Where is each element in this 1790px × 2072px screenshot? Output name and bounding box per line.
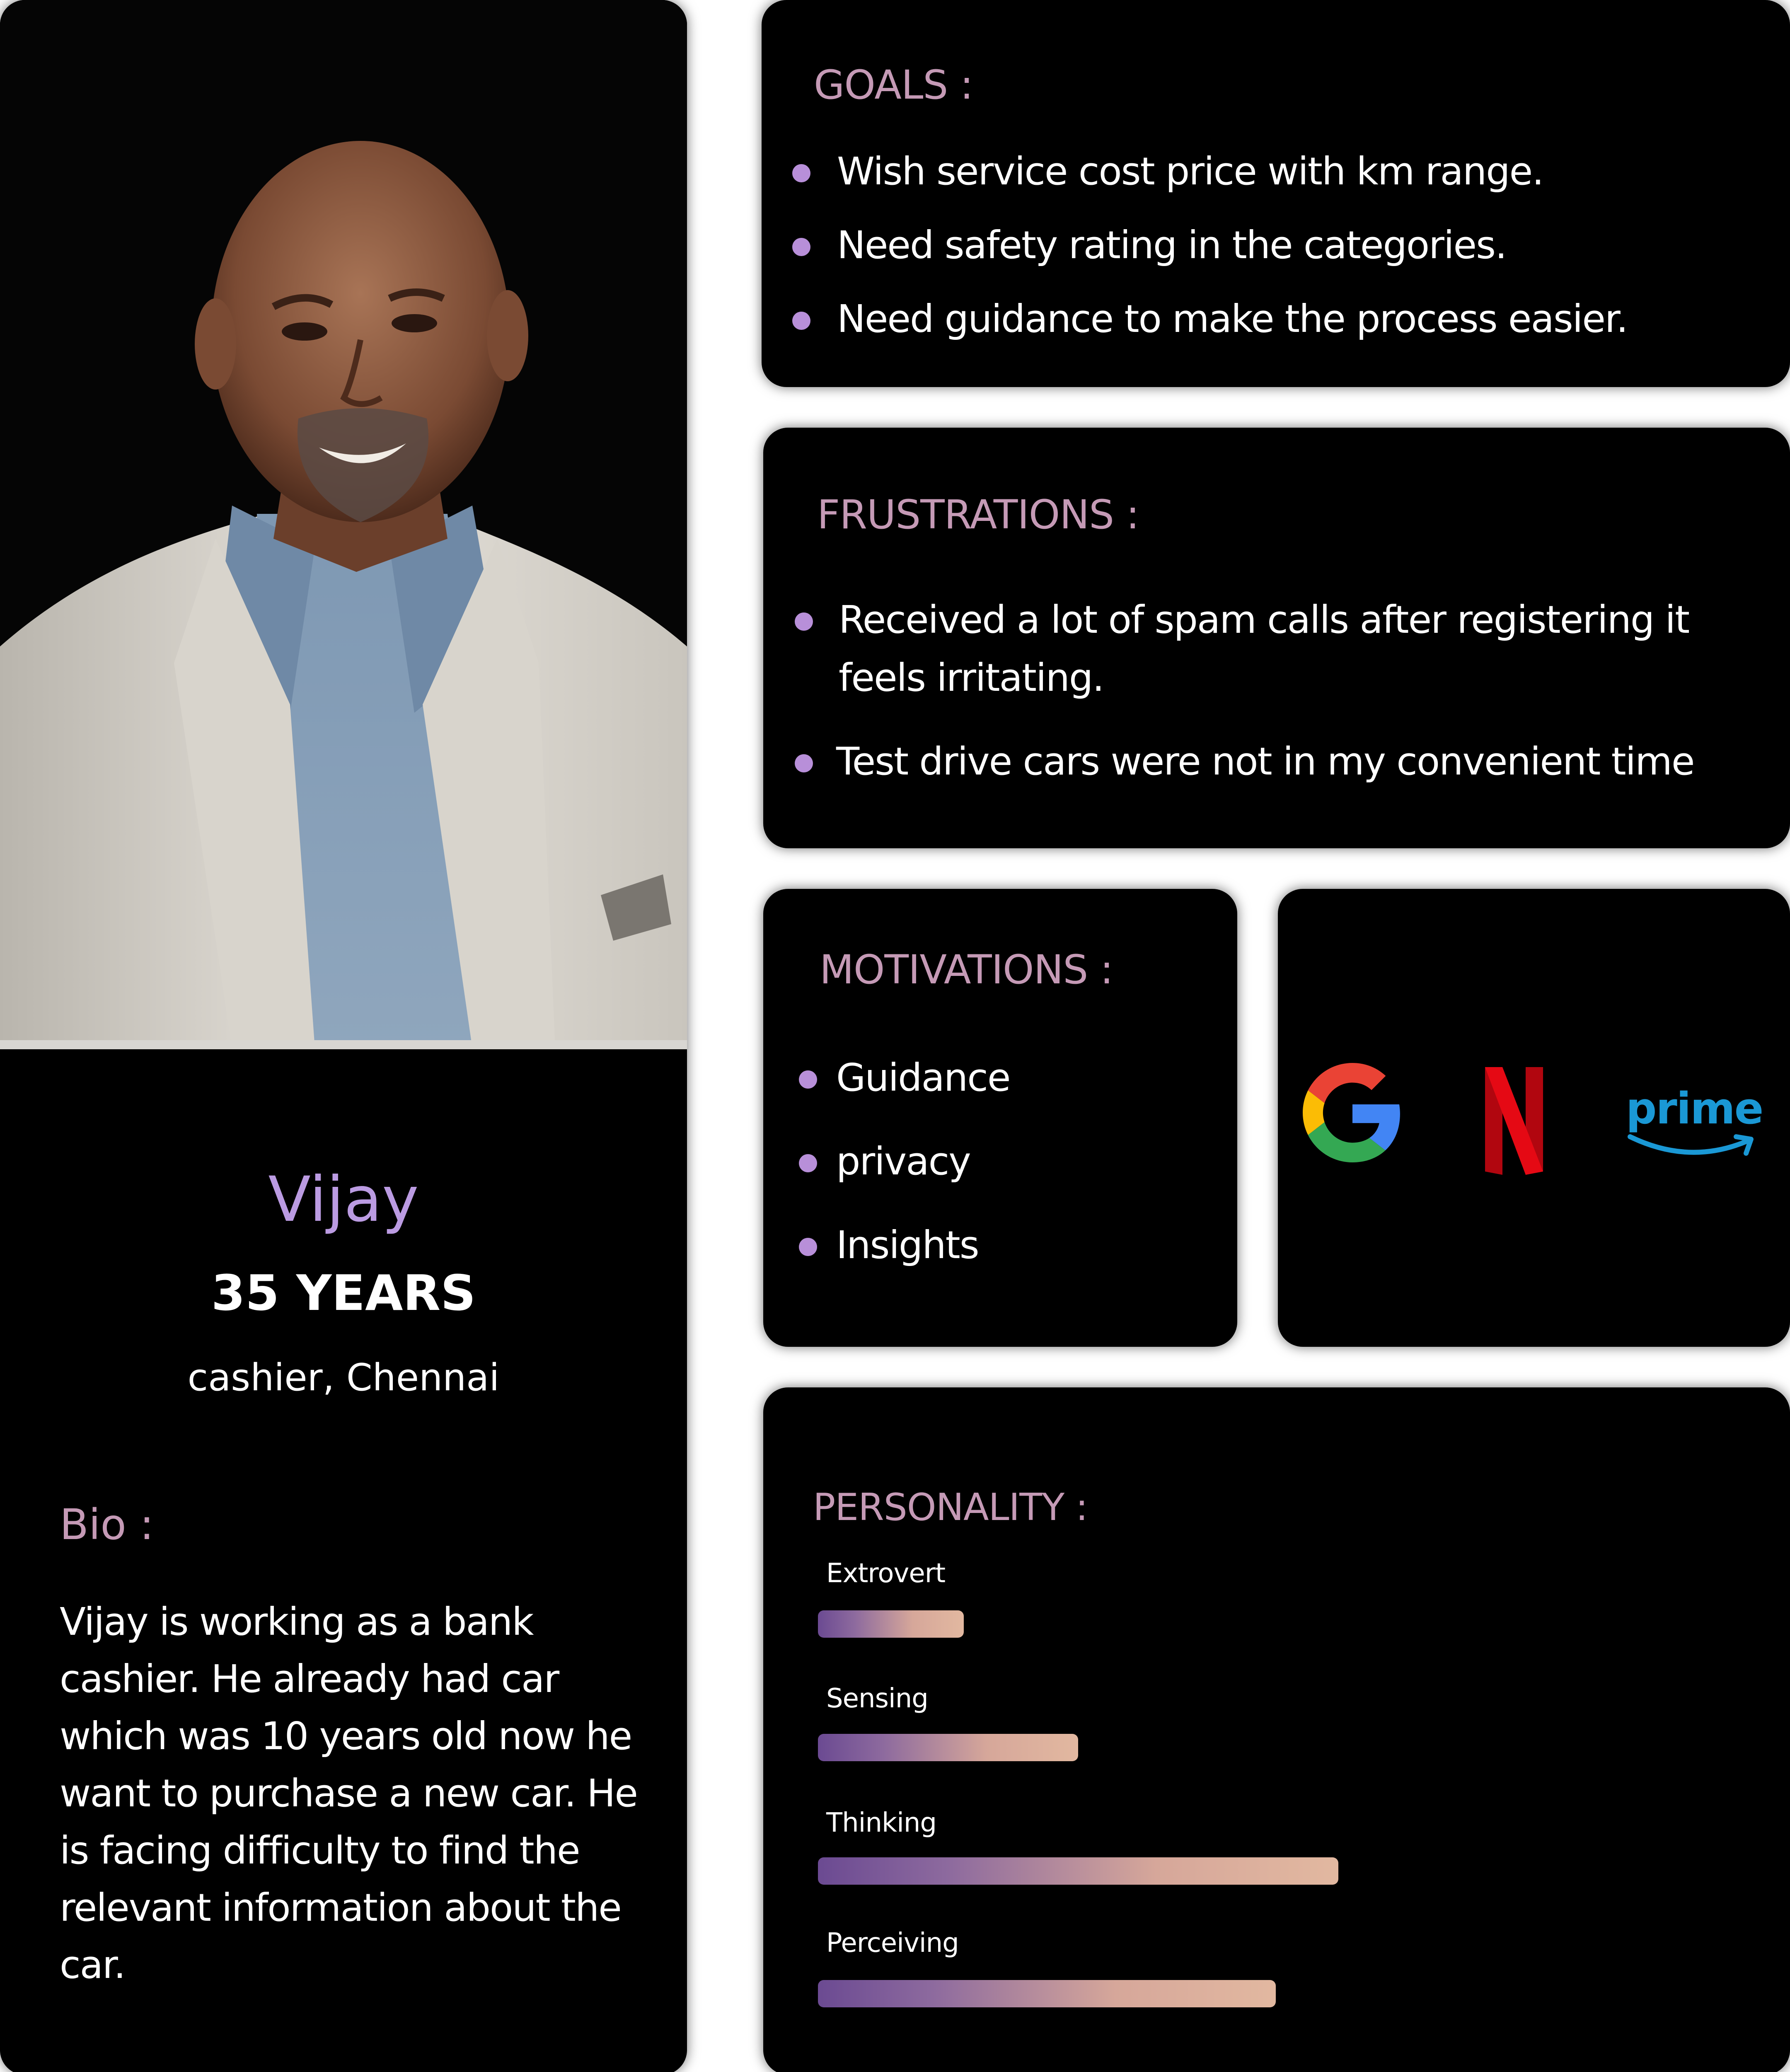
brands-card	[1278, 889, 1790, 1347]
prime-smile-icon	[1628, 1128, 1756, 1162]
goals-card	[762, 0, 1790, 387]
profile-card	[0, 0, 687, 2072]
prime-logo	[1626, 1084, 1767, 1167]
motivation-item: Insights	[836, 1223, 979, 1267]
goals-title: GOALS :	[814, 62, 973, 108]
trait-label-perceiving: Perceiving	[826, 1928, 959, 1958]
motivations-card	[763, 889, 1237, 1347]
persona-occupation: cashier, Chennai	[187, 1356, 500, 1399]
google-logo-icon	[1303, 1063, 1402, 1162]
profile-photo-illustration	[0, 0, 687, 1048]
motivation-item: privacy	[836, 1139, 970, 1184]
bio-text: Vijay is working as a bank cashier. He already had car which was 10 years old now he want to purchase a new car. He is facing difficulty to find the relevant information about the car.	[60, 1600, 638, 1987]
motivation-item: Guidance	[836, 1055, 1010, 1100]
goal-item: Wish service cost price with km range.	[837, 149, 1543, 194]
bullet-icon	[792, 164, 810, 182]
trait-label-sensing: Sensing	[826, 1683, 928, 1714]
prime-logo-text: prime	[1626, 1083, 1763, 1134]
trait-label-extrovert: Extrovert	[826, 1558, 946, 1589]
bullet-icon	[795, 754, 813, 772]
frustrations-title: FRUSTRATIONS :	[817, 491, 1139, 538]
trait-bar-sensing	[818, 1734, 1078, 1761]
trait-bar-extrovert	[818, 1610, 964, 1638]
bullet-icon	[799, 1238, 817, 1256]
profile-photo	[0, 0, 687, 1048]
personality-title: PERSONALITY :	[813, 1486, 1088, 1529]
motivations-title: MOTIVATIONS :	[820, 946, 1113, 993]
bullet-icon	[792, 312, 810, 330]
bullet-icon	[795, 612, 813, 631]
personality-card	[763, 1387, 1790, 2072]
bio-heading: Bio :	[60, 1500, 154, 1549]
goal-item: Need safety rating in the categories.	[837, 223, 1507, 267]
bullet-icon	[799, 1154, 817, 1172]
bullet-icon	[799, 1070, 817, 1089]
trait-label-thinking: Thinking	[826, 1808, 937, 1838]
trait-bar-thinking	[818, 1857, 1338, 1885]
trait-bar-perceiving	[818, 1980, 1276, 2007]
frustration-item: Received a lot of spam calls after registering it feels irritating.	[839, 598, 1689, 700]
persona-age: 35 YEARS	[211, 1264, 476, 1322]
bullet-icon	[792, 238, 810, 256]
photo-divider	[0, 1040, 687, 1049]
persona-name: Vijay	[268, 1164, 419, 1236]
netflix-logo-icon	[1485, 1067, 1543, 1175]
frustration-item: Test drive cars were not in my convenient time	[836, 739, 1694, 784]
goal-item: Need guidance to make the process easier.	[837, 297, 1628, 341]
frustrations-card	[763, 428, 1790, 848]
